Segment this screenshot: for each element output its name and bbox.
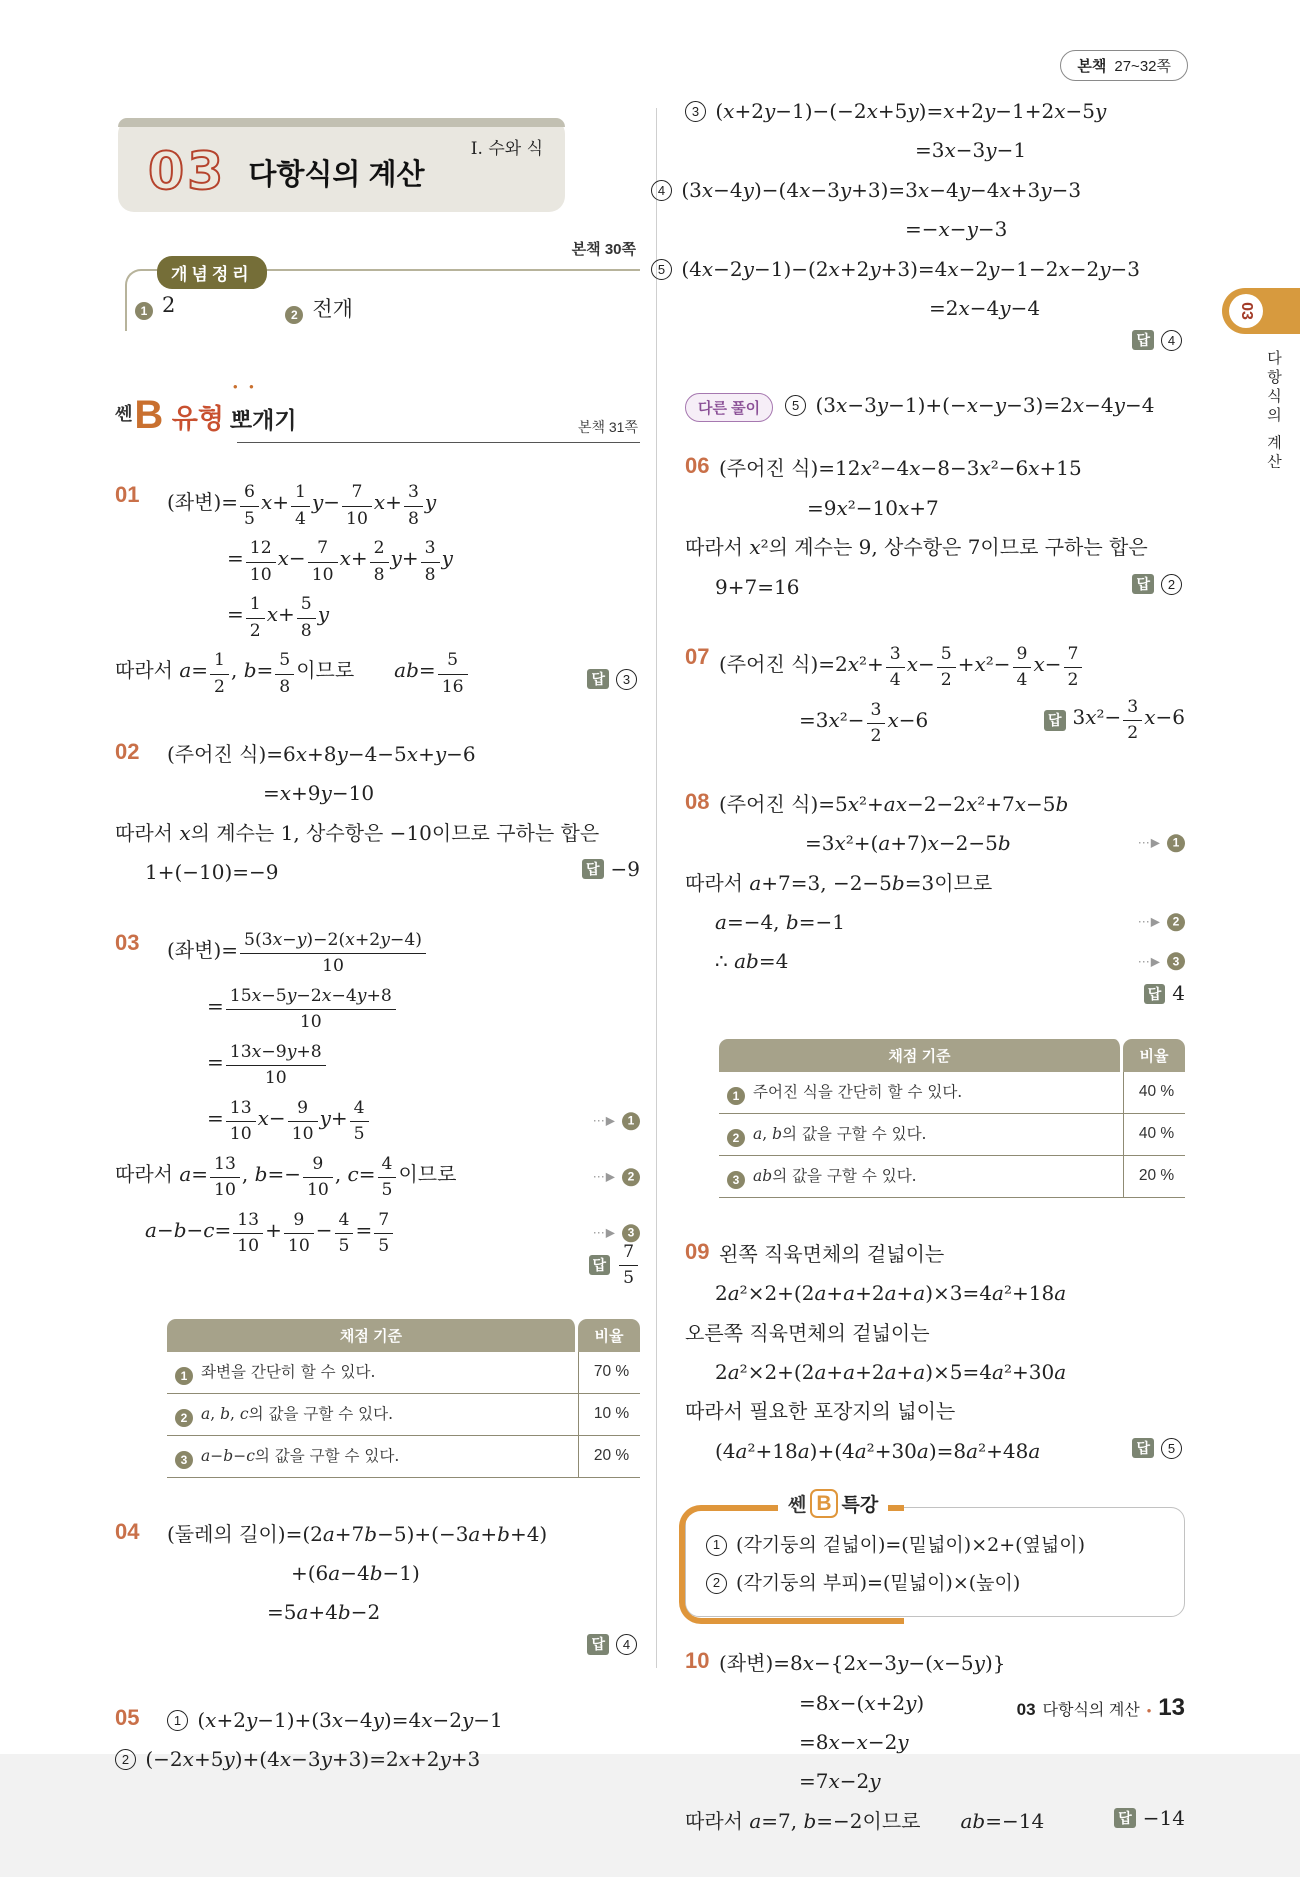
solution-row (685, 1805, 1185, 1837)
concept-value: 전개 (312, 297, 353, 321)
criteria-cell (719, 1114, 1123, 1156)
page-footer (1017, 1694, 1185, 1722)
dotted-arrow-icon: ⋯▶ (592, 1169, 616, 1184)
alternative-solution (685, 389, 1185, 422)
column-divider (656, 108, 657, 1668)
solution-row (685, 1317, 1185, 1349)
circled-number: 2 (706, 1573, 727, 1594)
answer-value (1161, 324, 1185, 356)
answer-value (616, 663, 640, 695)
answer-value (1161, 568, 1185, 600)
brand-logo-text: 쎈 (788, 1495, 807, 1517)
solution-row (719, 788, 1185, 820)
concept-badge: 개념정리 (157, 256, 267, 289)
step-marker-icon: 3 (175, 1451, 193, 1469)
answer-value: 3x²− $\frac{3}{2}$ x−6 (1072, 696, 1185, 744)
solution-row (651, 253, 1185, 285)
problem-03 (115, 929, 640, 1478)
fraction: $\frac{3}{2}$ (1123, 696, 1142, 745)
solution-row (167, 537, 640, 586)
solution-block (685, 1492, 1185, 1617)
solution-row (685, 134, 1185, 166)
math-expression: 오른쪽 직육면체의 겉넓이는 (685, 1320, 930, 1345)
answer (587, 1628, 640, 1660)
circled-number: 4 (651, 180, 672, 201)
brand-b-logo: B (134, 393, 164, 437)
answer-badge: 답 (582, 859, 604, 879)
answer (1132, 568, 1185, 600)
dotted-arrow-icon: ⋯▶ (1137, 914, 1161, 929)
problem-number: 07 (685, 643, 710, 669)
chapter-side-tab (1222, 288, 1300, 334)
math-expression: (주어진 식)=5x²+ax−2−2x²+7x−5b (719, 791, 1069, 816)
side-tab-number: 03 (1229, 294, 1263, 328)
math-expression: =8x−x−2y (799, 1729, 909, 1754)
solution-row (167, 593, 640, 642)
answer-badge: 답 (1132, 574, 1154, 594)
math-expression: 2 (−2x+5y)+(4x−3y+3)=2x+2y+3 (115, 1747, 480, 1771)
fraction: $\frac{13x-9y+8}{10}$ (226, 1041, 326, 1090)
problem-number: 04 (115, 1518, 140, 1544)
circled-number: 4 (1161, 330, 1182, 351)
answer-badge: 답 (1132, 330, 1154, 350)
math-expression: 1+(−10)=−9 (145, 860, 279, 885)
concept-value: 2 (162, 293, 176, 317)
math-expression: = $\frac{15x-5y-2x-4y+8}{10}$ (207, 994, 398, 1018)
problem-number: 09 (685, 1238, 710, 1264)
fraction: $\frac{1}{2}$ (246, 593, 265, 642)
answer-row (685, 331, 1185, 359)
step-marker (593, 1111, 640, 1130)
ratio-cell: 20 % (1123, 1156, 1185, 1198)
answer-badge: 답 (587, 1634, 609, 1654)
grading-criteria-table (719, 1039, 1185, 1198)
circled-number: 4 (616, 1634, 637, 1655)
lecture-tip-box (685, 1492, 1185, 1617)
math-expression: 왼쪽 직육면체의 겉넓이는 (719, 1241, 945, 1266)
problem-10 (685, 1647, 1185, 1837)
math-expression: 3 (x+2y−1)−(−2x+5y)=x+2y−1+2x−5y (685, 99, 1106, 123)
solution-row (167, 985, 640, 1034)
criteria-text: 주어진 식을 간단히 할 수 있다. (753, 1082, 963, 1101)
answer-value (1161, 1432, 1185, 1464)
book-page-range: 27~32쪽 (1114, 58, 1171, 75)
table-row (167, 1352, 640, 1394)
math-expression: =3x−3y−1 (915, 138, 1027, 163)
section-subtitle: 뽀개기 (229, 407, 297, 433)
math-expression: =3x²− $\frac{3}{2}$ x−6 (799, 699, 929, 747)
chapter-header (118, 118, 565, 212)
fraction: $\frac{4}{5}$ (335, 1209, 354, 1258)
fraction: $\frac{5(3x-y)-2(x+2y-4)}{10}$ (240, 929, 426, 978)
solution-row (685, 1435, 1185, 1467)
criteria-cell (167, 1352, 578, 1394)
step-marker-icon: 3 (1167, 953, 1185, 971)
lecture-line: 1 (각기둥의 겉넓이)=(밑넓이)×2+(옆넓이) (706, 1526, 1164, 1564)
section-underline (237, 442, 640, 444)
step-marker-icon: 1 (175, 1367, 193, 1385)
solution-row (719, 643, 1185, 692)
solution-row (115, 649, 640, 698)
fraction: $\frac{2}{8}$ (370, 537, 389, 586)
math-expression: 따라서 a=7, b=−2이므로 ab=−14 (685, 1808, 1045, 1833)
book-ref-concept: 본책 30쪽 (571, 241, 636, 258)
math-expression: 따라서 x²의 계수는 9, 상수항은 7이므로 구하는 합은 (685, 535, 1148, 560)
side-tab-title: 다항식의 계산 (1265, 350, 1282, 473)
solution-block (685, 389, 1185, 422)
math-expression: +(6a−4b−1) (291, 1560, 420, 1585)
math-expression: 5 (4x−2y−1)−(2x+2y+3)=4x−2y−1−2x−2y−3 (651, 257, 1140, 281)
math-expression: 따라서 a= $\frac{1}{2}$ , b= $\frac{5}{8}$ 이므로 ab= $\frac{5}{16}$ (115, 658, 470, 682)
criteria-cell (167, 1436, 578, 1478)
brand-logo-text: 쎈 (115, 404, 133, 424)
lecture-label: 특강 (841, 1495, 879, 1517)
solution-row (685, 867, 1185, 899)
solution-row (685, 95, 1185, 127)
fraction: $\frac{4}{5}$ (378, 1153, 397, 1202)
brand-b-logo: B (810, 1489, 837, 1518)
solution-row (167, 1557, 640, 1589)
math-expression: = $\frac{13x-9y+8}{10}$ (207, 1050, 328, 1074)
answer (587, 663, 640, 695)
ratio-cell: 20 % (578, 1436, 640, 1478)
footer-page-number: 13 (1158, 1694, 1185, 1721)
math-expression: =9x²−10x+7 (807, 495, 939, 520)
math-expression: 2a²×2+(2a+a+2a+a)×3=4a²+18a (715, 1281, 1067, 1306)
fraction: $\frac{9}{10}$ (303, 1153, 333, 1202)
step-marker (1138, 952, 1185, 971)
math-expression: =2x−4y−4 (929, 295, 1041, 320)
circled-number: 5 (1161, 1438, 1182, 1459)
step-marker-icon: 1 (135, 302, 153, 320)
answer (1044, 696, 1185, 745)
solution-row (685, 1277, 1185, 1309)
fraction: $\frac{5}{2}$ (937, 643, 956, 692)
fraction: $\frac{13}{10}$ (233, 1209, 263, 1258)
math-expression: =5a+4b−2 (267, 1600, 381, 1625)
step-marker-icon: 2 (175, 1409, 193, 1427)
math-expression: ∴ ab=4 (715, 949, 789, 974)
solution-row (115, 1153, 640, 1202)
solution-row (719, 1238, 1185, 1270)
lecture-line: 2 (각기둥의 부피)=(밑넓이)×(높이) (706, 1564, 1164, 1602)
answer-value: −9 (610, 857, 640, 882)
problem-05 (115, 1704, 640, 1776)
solution-row (167, 929, 640, 978)
answer-badge: 답 (1114, 1808, 1136, 1828)
math-expression: (주어진 식)=12x²−4x−8−3x²−6x+15 (719, 456, 1082, 481)
fraction: $\frac{3}{4}$ (886, 643, 905, 692)
step-marker-icon: 1 (622, 1112, 640, 1130)
fraction: $\frac{7}{5}$ (619, 1241, 638, 1290)
criteria-cell (719, 1156, 1123, 1198)
alt-solution-badge: 다른 풀이 (685, 393, 773, 422)
solution-row (719, 1726, 1185, 1758)
math-expression: 따라서 필요한 포장지의 넓이는 (685, 1399, 956, 1424)
table-row (167, 1394, 640, 1436)
math-expression: (주어진 식)=6x+8y−4−5x+y−6 (167, 742, 476, 766)
math-expression: a=−4, b=−1 (715, 910, 845, 935)
answer-badge: 답 (1044, 710, 1066, 730)
fraction: $\frac{5}{16}$ (438, 649, 468, 698)
fraction: $\frac{5}{8}$ (275, 649, 294, 698)
table-row (719, 1072, 1185, 1114)
solution-row (685, 571, 1185, 603)
step-marker-icon: 3 (622, 1224, 640, 1242)
fraction: $\frac{1}{2}$ (210, 649, 229, 698)
fraction: $\frac{13}{10}$ (226, 1097, 256, 1146)
grading-criteria-table (167, 1319, 640, 1478)
footer-dot: • (1146, 1703, 1152, 1718)
criteria-cell (167, 1394, 578, 1436)
answer-value (617, 1241, 640, 1290)
right-problem-list (657, 95, 1185, 1837)
table-row (719, 1114, 1185, 1156)
fraction: $\frac{9}{10}$ (288, 1097, 318, 1146)
fraction: $\frac{3}{8}$ (421, 537, 440, 586)
step-marker (1138, 834, 1185, 853)
right-column (657, 88, 1185, 1877)
concept-item (285, 293, 353, 324)
problem-number: 01 (115, 482, 140, 507)
problem-06 (685, 452, 1185, 603)
problem-number: 05 (115, 1704, 140, 1730)
table-header-ratio: 비율 (1123, 1039, 1185, 1072)
chapter-header-lip (118, 118, 565, 127)
concept-item (135, 293, 175, 324)
answer-value: 4 (1172, 981, 1185, 1006)
solution-row (685, 906, 1185, 938)
math-expression: 따라서 x의 계수는 1, 상수항은 −10이므로 구하는 합은 (115, 820, 600, 845)
math-expression: (좌변)=8x−{2x−3y−(x−5y)} (719, 1651, 1006, 1676)
solution-row (167, 1596, 640, 1628)
dotted-arrow-icon: ⋯▶ (592, 1113, 616, 1128)
solution-row (719, 1765, 1185, 1797)
criteria-text: 좌변을 간단히 할 수 있다. (201, 1362, 376, 1381)
solution-row (115, 1209, 640, 1258)
answer-badge: 답 (1132, 1438, 1154, 1458)
fraction: $\frac{6}{5}$ (240, 481, 259, 530)
math-expression: 2a²×2+(2a+a+2a+a)×5=4a²+30a (715, 1360, 1067, 1385)
book-label: 본책 (1077, 58, 1107, 75)
problem-07 (685, 643, 1185, 748)
footer-chapter-title: 다항식의 계산 (1042, 1702, 1140, 1719)
circled-number: 3 (685, 101, 706, 122)
fraction: $\frac{1}{4}$ (291, 481, 310, 530)
criteria-text: a, b의 값을 구할 수 있다. (753, 1124, 927, 1143)
step-marker-icon: 1 (727, 1087, 745, 1105)
problem-number: 08 (685, 788, 710, 814)
answer (589, 1241, 640, 1290)
chapter-title-row (148, 142, 425, 202)
math-expression: = $\frac{12}{10}$ x− $\frac{7}{10}$ x+ $\frac{2}{8}$ y+ $\frac{3}{8}$ y (227, 538, 453, 585)
step-marker-icon: 2 (727, 1129, 745, 1147)
problem-number: 10 (685, 1648, 710, 1674)
solution-row (685, 213, 1185, 245)
book-page-range-badge (1060, 50, 1188, 81)
answer-value (616, 1628, 640, 1660)
left-problem-list (115, 481, 640, 1776)
circled-number: 1 (706, 1535, 727, 1556)
fraction: $\frac{7}{2}$ (1064, 643, 1083, 692)
answer-row (167, 1636, 640, 1664)
section-name: 유형 (171, 404, 224, 434)
logo-dots-decoration: • • (233, 379, 258, 394)
unit-label: I. 수와 식 (470, 139, 543, 159)
fraction: $\frac{7}{10}$ (308, 537, 338, 586)
solution-row (785, 389, 1185, 421)
math-expression: 1 (x+2y−1)+(3x−4y)=4x−2y−1 (167, 1708, 503, 1732)
problem-04 (115, 1518, 640, 1664)
criteria-cell (719, 1072, 1123, 1114)
step-marker-icon: 2 (622, 1168, 640, 1186)
answer-badge: 답 (589, 1255, 611, 1275)
dotted-arrow-icon: ⋯▶ (1137, 835, 1161, 850)
ratio-cell: 40 % (1123, 1114, 1185, 1156)
step-marker-icon: 1 (1167, 834, 1185, 852)
footer-chapter-number: 03 (1016, 1700, 1036, 1719)
step-marker-icon: 3 (727, 1171, 745, 1189)
math-expression: =−x−y−3 (905, 217, 1008, 242)
dotted-arrow-icon: ⋯▶ (1137, 953, 1161, 968)
lecture-box-title (778, 1489, 888, 1518)
problem-08 (685, 788, 1185, 1198)
fraction: $\frac{5}{8}$ (297, 593, 316, 642)
solution-row (719, 1647, 1185, 1679)
solution-row (685, 1356, 1185, 1388)
fraction: $\frac{7}{10}$ (342, 481, 372, 530)
math-expression: 4 (3x−4y)−(4x−3y+3)=3x−4y−4x+3y−3 (651, 178, 1081, 202)
circled-number: 1 (167, 1710, 188, 1731)
problem-number: 02 (115, 739, 140, 764)
math-expression: (좌변)= $\frac{5(3x-y)-2(x+2y-4)}{10}$ (167, 938, 428, 962)
ratio-cell: 70 % (578, 1352, 640, 1394)
step-marker (1138, 913, 1185, 932)
ratio-cell: 10 % (578, 1394, 640, 1436)
solution-row (115, 856, 640, 888)
solution-row (685, 292, 1185, 324)
circled-number: 3 (616, 669, 637, 690)
circled-number: 2 (115, 1749, 136, 1770)
answer-row (719, 981, 1185, 1013)
dotted-arrow-icon: ⋯▶ (592, 1225, 616, 1240)
math-expression: (둘레의 길이)=(2a+7b−5)+(−3a+b+4) (167, 1521, 548, 1546)
math-expression: 5 (3x−3y−1)+(−x−y−3)=2x−4y−4 (785, 393, 1154, 417)
problem-number: 03 (115, 929, 140, 955)
chapter-title: 다항식의 계산 (248, 158, 425, 191)
book-ref-section: 본책 31쪽 (577, 419, 638, 435)
solution-row (719, 696, 1185, 748)
solution-row (719, 492, 1185, 524)
answer (1114, 1802, 1185, 1834)
table-row (719, 1156, 1185, 1198)
solution-row (167, 777, 640, 809)
solution-row (167, 481, 640, 530)
math-expression: 따라서 a= $\frac{13}{10}$ , b=− $\frac{9}{10}$ , c= $\frac{4}{5}$ 이므로 (115, 1153, 457, 1201)
step-marker (593, 1167, 640, 1186)
math-expression: (주어진 식)=2x²+ $\frac{3}{4}$ x− $\frac{5}{2}$ +x²− $\frac{9}{4}$ x− $\frac{7}{2}$ (719, 652, 1084, 676)
math-expression: =3x²+(a+7)x−2−5b (805, 831, 1011, 856)
fraction: $\frac{3}{2}$ (867, 699, 886, 748)
problem-number: 06 (685, 453, 710, 479)
solution-row (167, 738, 640, 770)
solution-row (651, 174, 1185, 206)
solution-row (167, 1041, 640, 1090)
fraction: $\frac{7}{5}$ (374, 1209, 393, 1258)
solution-block (657, 95, 1185, 359)
answer (1144, 977, 1185, 1009)
concept-summary-box (125, 265, 640, 331)
circled-number: 2 (1161, 574, 1182, 595)
answer (1132, 324, 1185, 356)
solution-row (685, 945, 1185, 977)
problem-01 (115, 481, 640, 698)
answer-badge: 답 (1144, 984, 1166, 1004)
math-expression: =7x−2y (799, 1769, 881, 1794)
math-expression: 따라서 a+7=3, −2−5b=3이므로 (685, 870, 993, 895)
math-expression: a−b−c= $\frac{13}{10}$ + $\frac{9}{10}$ − $\frac{4}{5}$ = $\frac{7}{5}$ (145, 1218, 395, 1242)
math-expression: = $\frac{13}{10}$ x− $\frac{9}{10}$ y+ $\frac{4}{5}$ (207, 1106, 371, 1130)
solution-row (719, 827, 1185, 859)
answer (1132, 1432, 1185, 1464)
math-expression: (좌변)= $\frac{6}{5}$ x+ $\frac{1}{4}$ y− $\frac{7}{10}$ x+ $\frac{3}{8}$ y (167, 482, 437, 529)
left-column (115, 238, 640, 1816)
table-header-ratio: 비율 (578, 1319, 640, 1352)
math-expression: 9+7=16 (715, 574, 800, 599)
fraction: $\frac{13}{10}$ (210, 1153, 240, 1202)
fraction: $\frac{12}{10}$ (246, 537, 276, 586)
circled-number: 5 (651, 259, 672, 280)
solution-row (685, 531, 1185, 563)
ratio-cell: 40 % (1123, 1072, 1185, 1114)
answer (582, 853, 640, 885)
chapter-number: 03 (148, 142, 227, 202)
math-expression: (4a²+18a)+(4a²+30a)=8a²+48a (715, 1438, 1041, 1463)
answer-value: −14 (1142, 1805, 1185, 1830)
fraction: $\frac{15x-5y-2x-4y+8}{10}$ (226, 985, 396, 1034)
problem-02 (115, 738, 640, 889)
solution-row (719, 452, 1185, 484)
table-row (167, 1436, 640, 1478)
solution-row (167, 1097, 640, 1146)
solution-row (115, 1743, 640, 1775)
section-header (115, 379, 640, 447)
fraction: $\frac{9}{10}$ (284, 1209, 314, 1258)
answer-row (167, 1241, 640, 1293)
math-expression: =8x−(x+2y) (799, 1690, 925, 1715)
criteria-text: ab의 값을 구할 수 있다. (753, 1166, 917, 1185)
criteria-text: a, b, c의 값을 구할 수 있다. (201, 1404, 394, 1423)
fraction: $\frac{9}{4}$ (1013, 643, 1032, 692)
fraction: $\frac{4}{5}$ (350, 1097, 369, 1146)
solution-row (167, 1704, 640, 1736)
math-expression: =x+9y−10 (263, 781, 375, 806)
solution-row (685, 1395, 1185, 1427)
step-marker-icon: 2 (285, 306, 303, 324)
solution-row (167, 1518, 640, 1550)
step-marker-icon: 2 (1167, 913, 1185, 931)
math-expression: = $\frac{1}{2}$ x+ $\frac{5}{8}$ y (227, 594, 329, 641)
problem-09 (685, 1238, 1185, 1467)
answer-badge: 답 (587, 669, 609, 689)
criteria-text: a−b−c의 값을 구할 수 있다. (201, 1446, 400, 1465)
solution-row (115, 817, 640, 849)
fraction: $\frac{3}{8}$ (404, 481, 423, 530)
table-header-criteria: 채점 기준 (719, 1039, 1123, 1072)
circled-number: 5 (785, 395, 806, 416)
table-header-criteria: 채점 기준 (167, 1319, 578, 1352)
